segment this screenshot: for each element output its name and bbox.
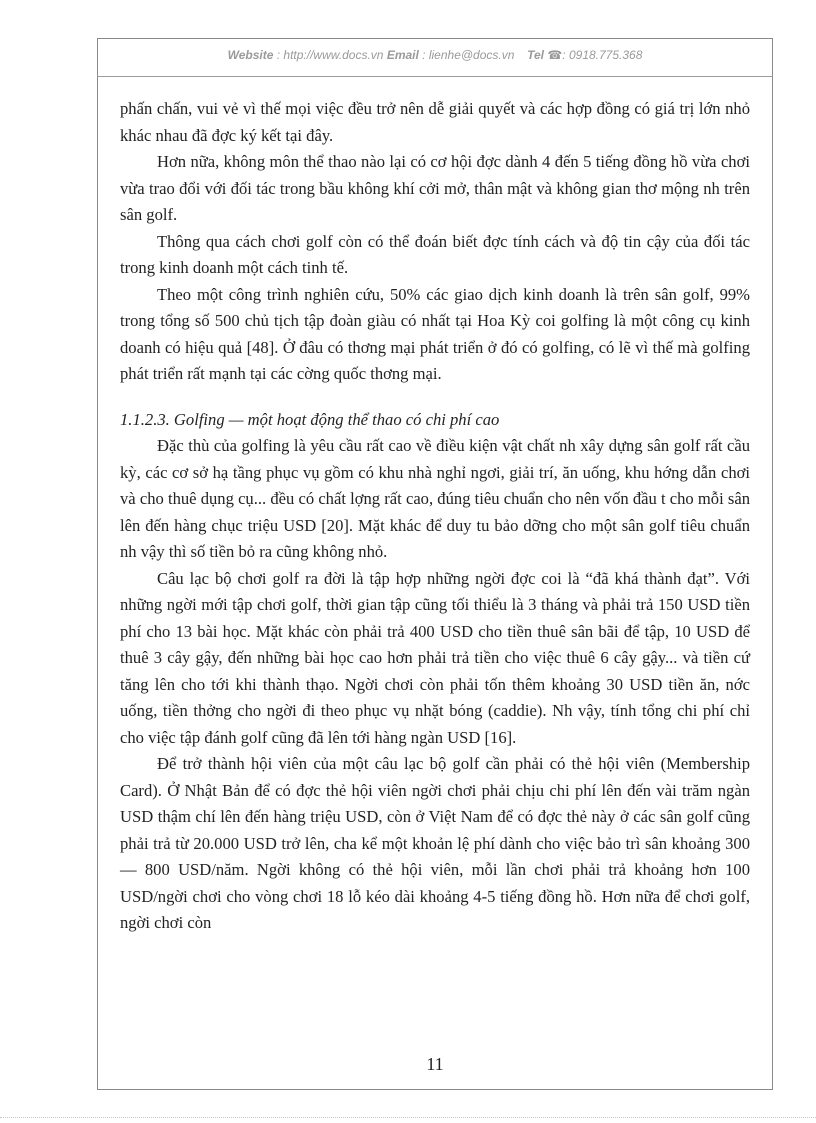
paragraph-6: Câu lạc bộ chơi golf ra đời là tập hợp những ngời đợc coi là “đã khá thành đạt”. Với những ngời mới tập chơi golf, thời gian tập cũng tối thiểu là 3 tháng và phải trả 150 USD tiền phí cho 13 bài học. Mặt khác còn phải trả 400 USD cho tiền thuê sân bãi để tập, 10 USD để thuê 3 cây gậy, đến những bài học cao hơn phải trả tiền cho việc thuê 6 cây gậy... và tiền cứ tăng lên cho tới khi thành thạo. Ngời chơi còn phải tốn thêm khoảng 30 USD tiền ăn, nớc uống, tiền thởng cho ngời đi theo phục vụ nhặt bóng (caddie). Nh vậy, tính tổng chi phí chỉ cho việc tập đánh golf cũng đã lên tới hàng ngàn USD [16]. xyxy=(120,568,750,747)
email-label: Email xyxy=(386,48,419,62)
paragraph-5: Đặc thù của golfing là yêu cầu rất cao về điều kiện vật chất nh xây dựng sân golf rất cầu kỳ, các cơ sở hạ tầng phục vụ gồm có khu nhà nghỉ ngơi, giải trí, ăn uống, khu hớng dẫn chơi và cho thuê dụng cụ... đều có chất lợng rất cao, đúng tiêu chuẩn cho nên vốn đầu t cho mỗi sân lên đến hàng chục triệu USD [20]. Mặt khác để duy tu bảo dỡng cho một sân golf tiêu chuẩn nh vậy thì số tiền bỏ ra cũng không nhỏ. xyxy=(120,436,750,561)
paragraph-4: Theo một công trình nghiên cứu, 50% các giao dịch kinh doanh là trên sân golf, 99% trong tổng số 500 chủ tịch tập đoàn giàu có nhất tại Hoa Kỳ coi golfing là một công cụ kinh doanh có hiệu quả [48]. Ở đâu có thơng mại phát triển ở đó có golfing, có lẽ vì thế mà golfing phát triển rất mạnh tại các cờng quốc thơng mại. xyxy=(120,284,750,383)
document-body xyxy=(120,96,750,937)
paragraph-2: Hơn nữa, không môn thể thao nào lại có cơ hội đợc dành 4 đến 5 tiếng đồng hồ vừa chơi vừa trao đổi với đối tác trong bầu không khí cởi mở, thân mật và không gian thơ mộng nh trên sân golf. xyxy=(120,152,750,224)
paragraph-1: phấn chấn, vui vẻ vì thế mọi việc đều trở nên dễ giải quyết và các hợp đồng có giá trị lớn nhỏ khác nhau đã đợc ký kết tại đây. xyxy=(120,99,750,145)
page-header xyxy=(97,48,773,70)
website-value[interactable]: : http://www.docs.vn xyxy=(276,48,384,62)
phone-icon: ☎ xyxy=(547,48,563,62)
page-number: 11 xyxy=(426,1054,444,1074)
page-bottom-divider xyxy=(0,1117,816,1118)
tel-label: Tel xyxy=(527,48,544,62)
paragraph-3: Thông qua cách chơi golf còn có thể đoán biết đợc tính cách và độ tin cậy của đối tác trong kinh doanh một cách tinh tế. xyxy=(120,231,750,277)
paragraph-7: Để trở thành hội viên của một câu lạc bộ golf cần phải có thẻ hội viên (Membership Card). Ở Nhật Bản để có đợc thẻ hội viên ngời chơi phải chịu chi phí lên đến vài trăm ngàn USD thậm chí lên đến hàng triệu USD, còn ở Việt Nam để có đợc thẻ này ở các sân golf cũng phải trả từ 20.000 USD trở lên, cha kể một khoản lệ phí dành cho việc bảo trì sân khoảng 300 — 800 USD/năm. Ngời không có thẻ hội viên, mỗi lần chơi phải trả khoảng hơn 100 USD/ngời chơi cho vòng chơi 18 lỗ kéo dài khoảng 4-5 tiếng đồng hồ. Hơn nữa để chơi golf, ngời chơi còn xyxy=(120,754,750,932)
website-label: Website xyxy=(227,48,274,62)
header-divider xyxy=(97,76,773,77)
email-value[interactable]: : lienhe@docs.vn xyxy=(422,48,515,62)
section-heading: 1.1.2.3. Golfing — một hoạt động thể thao có chi phí cao xyxy=(120,409,500,429)
tel-value: : 0918.775.368 xyxy=(562,48,643,62)
